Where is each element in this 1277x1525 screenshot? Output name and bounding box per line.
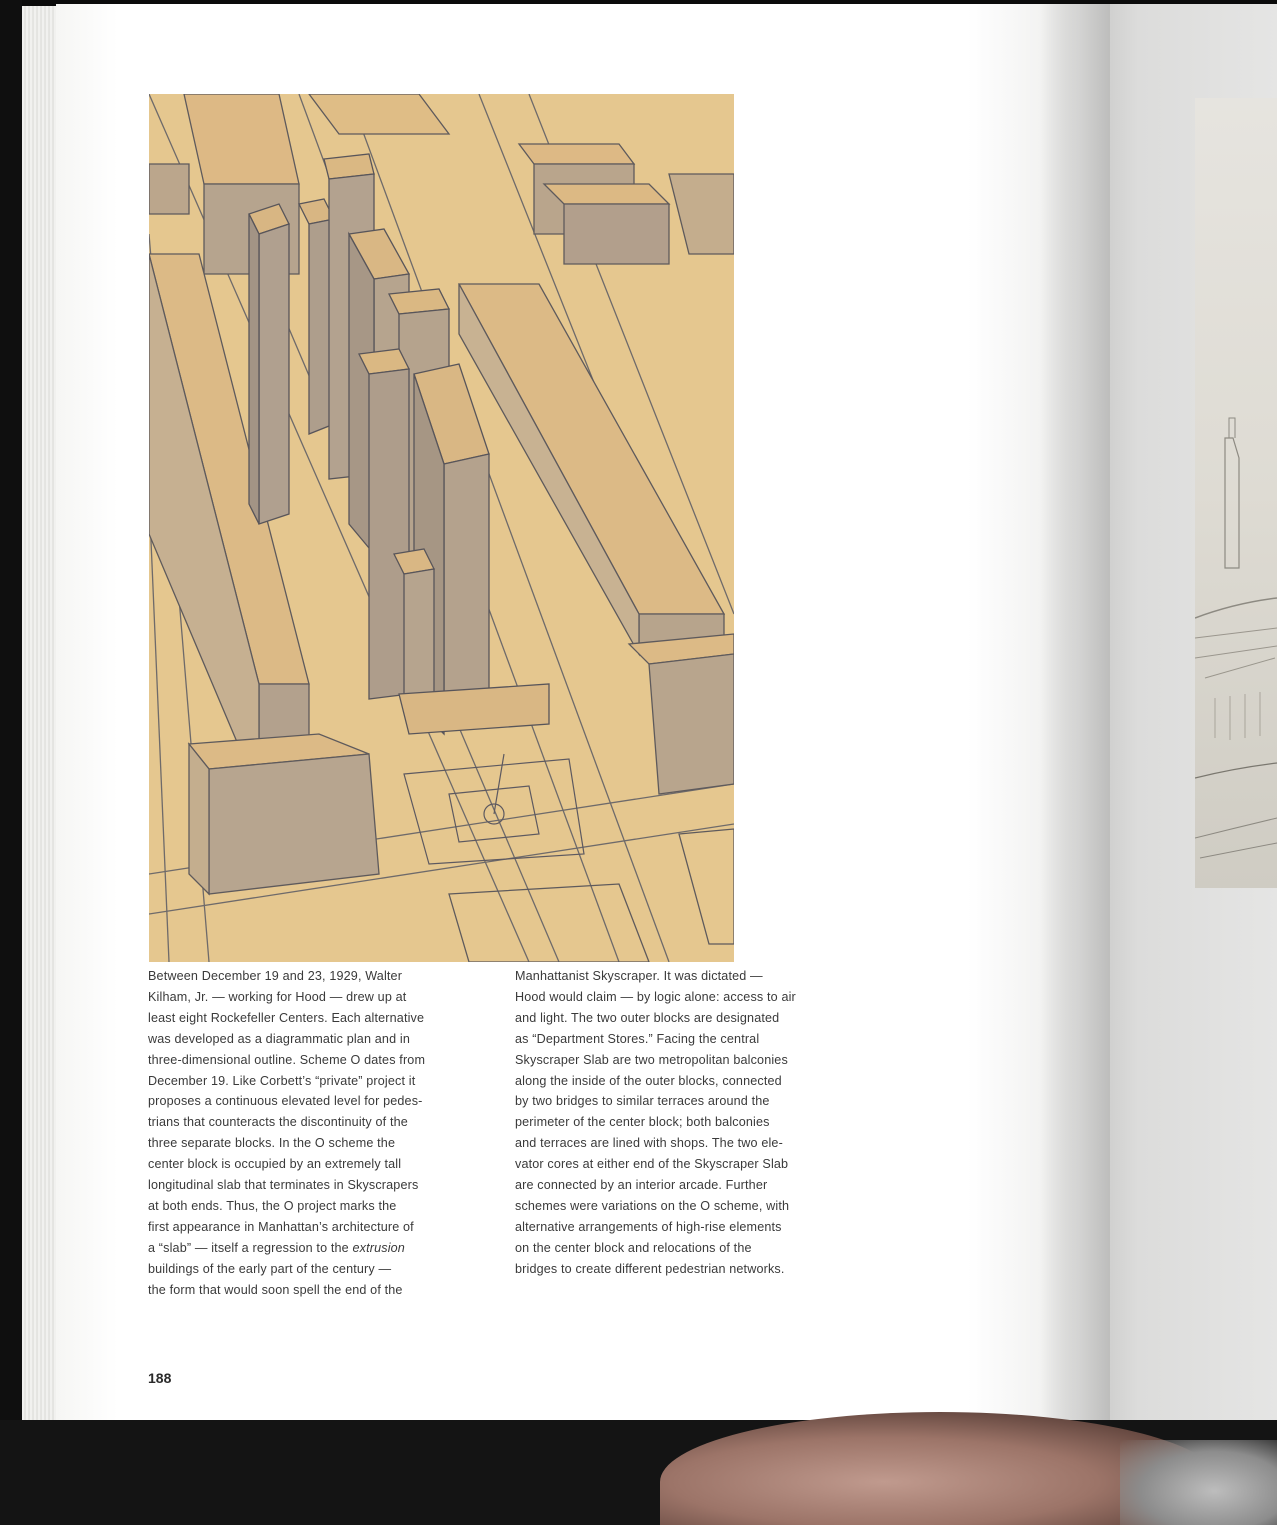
sweater-sleeve	[1120, 1440, 1277, 1525]
book-gutter	[1040, 4, 1110, 1428]
caption-column-left	[148, 966, 496, 1301]
caption-italic-term: extrusion	[352, 1240, 405, 1255]
architectural-sketch	[149, 94, 734, 962]
scan-border-left	[0, 0, 22, 1525]
right-sketch	[1195, 98, 1277, 888]
sketch-drawing	[149, 94, 734, 962]
caption-text-left-a: Between December 19 and 23, 1929, Walter Kilham, Jr. — working for Hood — drew up at least eight Rockefeller Centers. Each alternative was developed as a diagrammatic plan and in three-dimensional outline. Scheme O dates from December 19. Like Corbett’s “private” project it proposes a continuous elevated level for pedes- trians that counteracts the discontinuity of the three separate blocks. In the O scheme the center block is occupied by an extremely tall longitudinal slab that terminates in Skyscrapers at both ends. Thus, the O project marks the first appearance in Manhattan’s architecture of a “slab” — itself a regression to the	[148, 969, 426, 1255]
page-number: 188	[148, 1370, 172, 1386]
caption-text-left-b: buildings of the early part of the century — the form that would soon spell the end of the	[148, 1261, 403, 1297]
right-page-illustration	[1195, 98, 1277, 888]
caption-column-right: Manhattanist Skyscraper. It was dictated — Hood would claim — by logic alone: access to air and light. The two outer blocks are designated as “Department Stores.” Facing the central Skyscraper Slab are two metropolitan balconies along the inside of the outer blocks, connected by two bridges to similar terraces around the perimeter of the center block; both balconies and terraces are lined with shops. The two ele- vator cores at either end of the Skyscraper Slab are connected by an interior arcade. Further schemes were variations on the O scheme, with alternative arrangements of high-rise elements on the center block and relocations of the bridges to create different pedestrian networks.	[515, 969, 796, 1276]
